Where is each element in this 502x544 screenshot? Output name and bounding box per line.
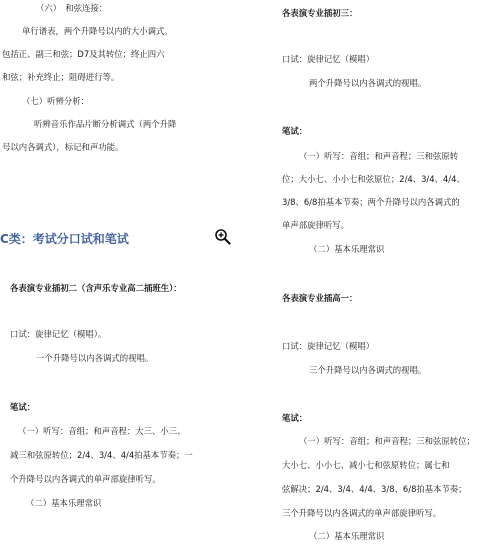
heading-grade-8: 各表演专业插初二（含声乐专业高二插班生）： (10, 283, 182, 293)
text-line: （一）听写：音组；和声音程：大三、小三、 (18, 426, 186, 436)
subheading-chord-connection: （六） 和弦连接： (36, 3, 108, 13)
text-line: 位；大小七、小小七和弦原位；2/4、3/4、4/4、 (282, 174, 465, 184)
text-line: （二）基本乐理常识 (309, 531, 385, 541)
text-line: （一）听写：音组；和声音程；三和弦原转 (299, 151, 459, 161)
text-line: 减三和弦原转位；2/4、3/4、4/4拍基本节奏；一 (10, 450, 193, 460)
text-line: （二）基本乐理常识 (26, 498, 102, 508)
text-line: 单行谱表，两个升降号以内的大小调式。 (22, 26, 173, 36)
text-line: 两个升降号以内各调式的视唱。 (309, 78, 427, 88)
text-line: 和弦；补充终止；阻碍进行等。 (2, 72, 120, 82)
text-line: 包括正、副三和弦；D7及其转位；终止四六 (2, 49, 165, 59)
text-line: 号以内各调式），标记和声功能。 (2, 142, 124, 152)
text-line: 口试：旋律记忆（模唱） (282, 341, 375, 351)
heading-written-exam: 笔试： (282, 413, 308, 423)
text-line: 3/8、6/8拍基本节奏；两个升降号以内各调式的 (282, 197, 460, 207)
text-line: 听辨音乐作品片断分析调式（两个升降 (34, 119, 177, 129)
heading-written-exam: 笔试： (10, 402, 36, 412)
text-line: 弦解决；2/4、3/4、4/4、3/8、6/8拍基本节奏； (282, 484, 467, 494)
heading-grade-9: 各表演专业插初三： (282, 8, 358, 18)
text-line: （二）基本乐理常识 (309, 244, 385, 254)
section-title: C类：考试分口试和笔试 (0, 232, 129, 246)
text-line: 口试：旋律记忆（模唱）。 (10, 329, 107, 339)
zoom-in-icon[interactable] (214, 228, 232, 246)
text-line: 大小七、小小七、减小七和弦原转位；属七和 (282, 460, 450, 470)
text-line: 一个升降号以内各调式的视唱。 (36, 353, 154, 363)
text-line: 三个升降号以内各调式的视唱。 (309, 365, 427, 375)
text-line: 单声部旋律听写。 (282, 220, 349, 230)
heading-grade-10: 各表演专业插高一： (282, 293, 358, 303)
text-line: 个升降号以内各调式的单声部旋律听写。 (10, 474, 161, 484)
text-line: 口试：旋律记忆（模唱） (282, 54, 375, 64)
text-line: 三个升降号以内各调式的单声部旋律听写。 (282, 508, 442, 518)
subheading-listening-analysis: （七）听辨分析： (22, 96, 89, 106)
heading-written-exam: 笔试： (282, 126, 308, 136)
text-line: （一）听写：音组；和声音程；三和弦原转位； (299, 436, 475, 446)
